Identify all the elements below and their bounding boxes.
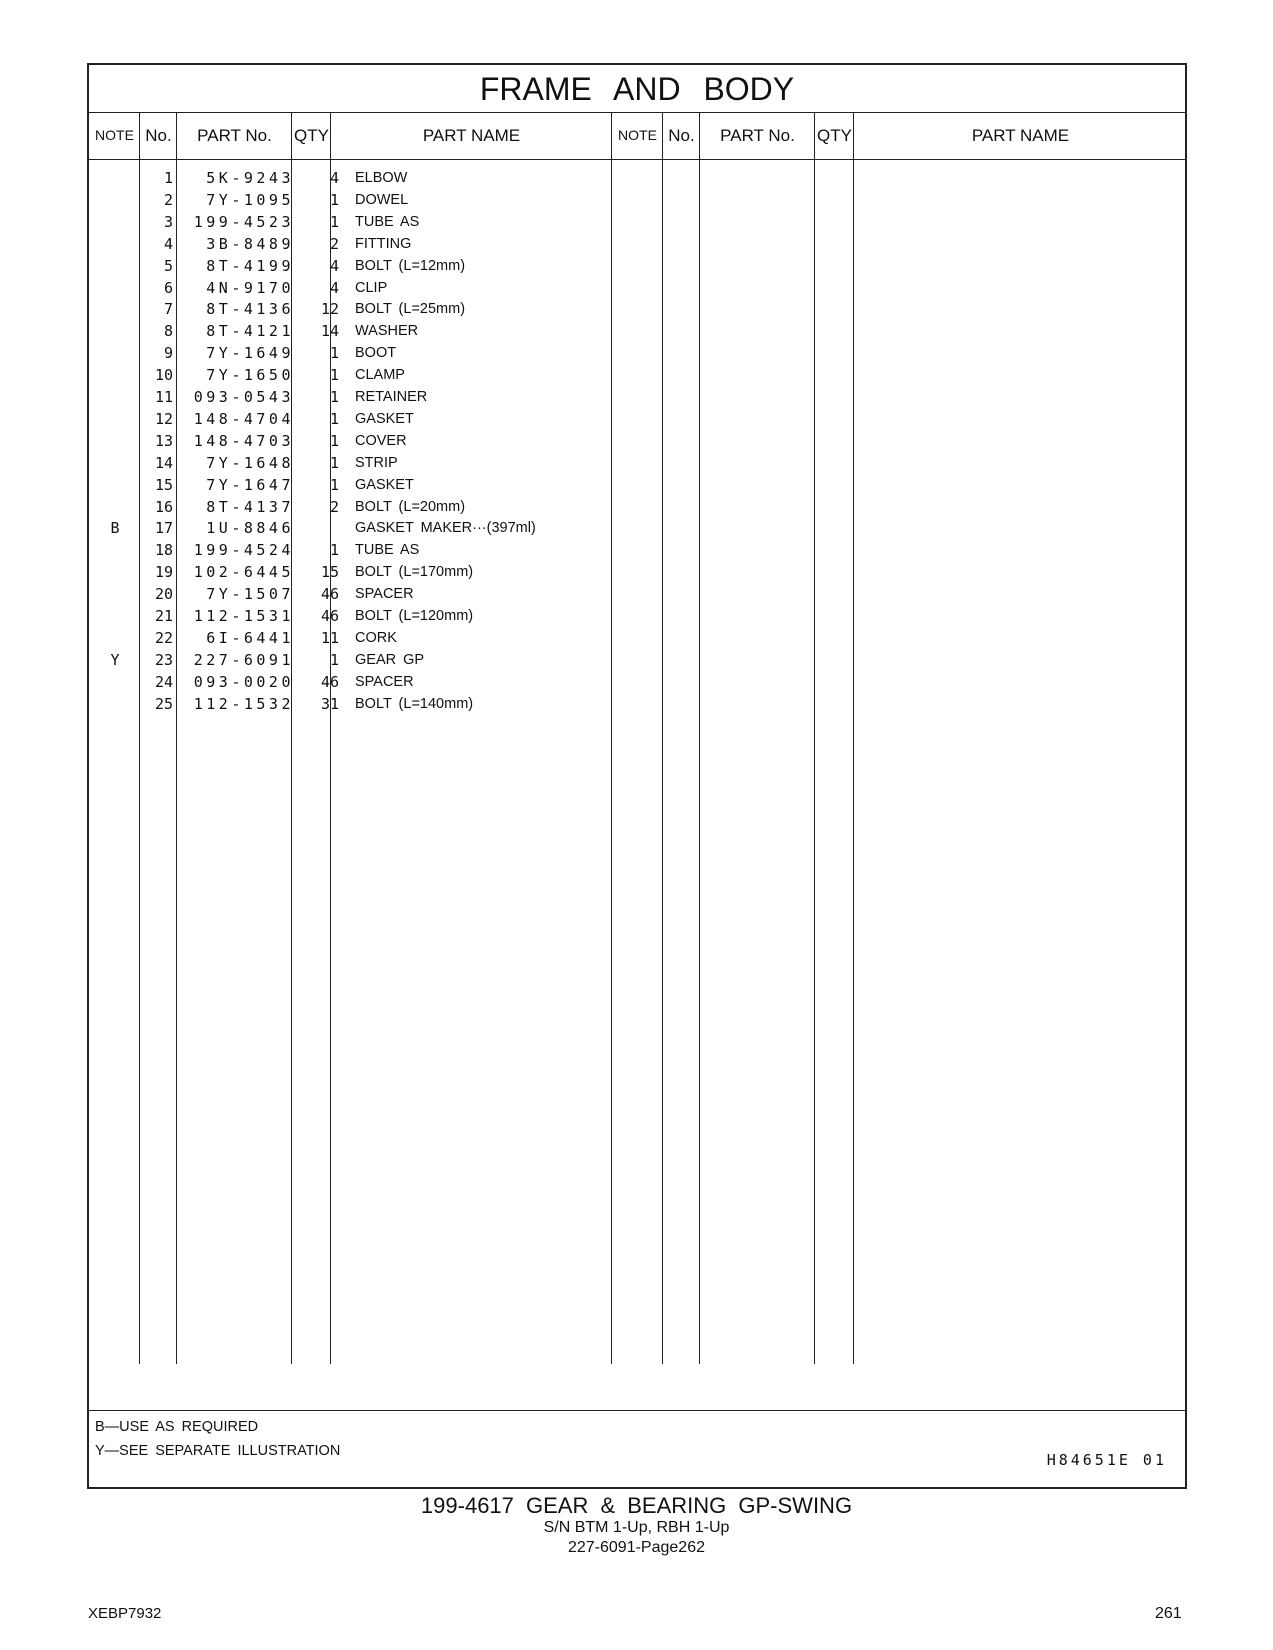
table-row (89, 539, 629, 562)
page-reference: 227-6091-Page262 (567, 1539, 705, 1556)
row-part-name: SPACER (355, 673, 414, 690)
row-part-number: 112-1532 (193, 694, 294, 713)
row-number: 21 (154, 607, 173, 625)
table-row (89, 298, 629, 321)
table-row (89, 474, 629, 497)
row-part-name: GASKET (355, 476, 414, 493)
row-number: 12 (154, 409, 173, 428)
row-quantity: 1 (329, 344, 339, 363)
row-quantity: 1 (329, 475, 339, 494)
table-row (89, 342, 629, 365)
row-number: 10 (154, 366, 173, 385)
row-number: 3 (163, 212, 173, 231)
serial-range: S/N BTM 1-Up, RBH 1-Up (543, 1519, 730, 1536)
table-row (89, 364, 629, 387)
row-part-name: WASHER (355, 323, 419, 340)
row-number: 6 (163, 278, 173, 297)
row-part-number: 148-4704 (193, 409, 294, 428)
row-part-number: 8T-4199 (206, 256, 294, 275)
row-quantity: 15 (320, 563, 339, 582)
row-part-name: CORK (355, 629, 397, 646)
row-quantity: 31 (320, 694, 339, 713)
table-row (89, 517, 629, 540)
row-quantity: 4 (329, 169, 339, 187)
row-quantity: 1 (329, 366, 339, 385)
row-part-number: 093-0020 (193, 672, 294, 691)
row-number: 11 (154, 388, 173, 406)
row-part-number: 7Y-1650 (206, 366, 294, 385)
row-quantity: 46 (320, 672, 339, 691)
table-row (89, 561, 629, 584)
row-part-name: STRIP (355, 454, 398, 471)
row-quantity: 46 (320, 585, 339, 604)
row-part-number: 093-0543 (193, 388, 294, 406)
table-row (89, 627, 629, 650)
table-row (89, 408, 629, 431)
row-part-number: 199-4523 (193, 212, 294, 231)
row-part-name: CLIP (355, 279, 388, 296)
header-part-name-right: PART NAME (971, 126, 1070, 145)
row-part-name: BOLT (L=25mm) (355, 301, 466, 318)
table-row (89, 605, 629, 628)
row-number: 5 (163, 256, 173, 275)
row-part-name: COVER (355, 432, 407, 449)
table-row (89, 255, 629, 278)
row-part-number: 4N-9170 (206, 278, 294, 297)
col-divider (815, 112, 854, 1364)
row-number: 16 (154, 497, 173, 516)
row-part-name: GEAR GP (355, 651, 425, 668)
row-quantity: 1 (329, 409, 339, 428)
row-note: B (110, 519, 120, 538)
row-part-number: 227-6091 (193, 650, 294, 669)
row-number: 13 (154, 431, 173, 450)
row-part-name: CLAMP (355, 367, 405, 384)
page-number: 261 (1155, 1605, 1182, 1622)
row-number: 22 (154, 628, 173, 647)
row-part-name: BOLT (L=140mm) (355, 695, 474, 712)
table-row (89, 320, 629, 343)
row-part-number: 8T-4121 (206, 322, 294, 341)
row-part-number: 7Y-1648 (206, 453, 294, 472)
row-part-name: FITTING (355, 235, 412, 252)
table-row (89, 189, 629, 212)
table-row (89, 167, 629, 190)
row-number: 15 (154, 475, 173, 494)
col-divider (663, 112, 700, 1364)
row-quantity: 4 (329, 256, 339, 275)
header-part-no: PART No. (197, 126, 272, 145)
row-quantity: 1 (329, 388, 339, 406)
table-row (89, 693, 629, 716)
row-number: 8 (163, 322, 173, 341)
row-number: 7 (163, 300, 173, 319)
header-part-name: PART NAME (422, 126, 521, 145)
row-quantity: 4 (329, 278, 339, 297)
header-no: No. (145, 126, 172, 145)
row-part-name: TUBE AS (355, 542, 420, 559)
table-row (89, 430, 629, 453)
row-number: 20 (154, 585, 173, 604)
row-part-name: BOLT (L=20mm) (355, 498, 466, 515)
table-row (89, 649, 629, 672)
row-part-number: 7Y-1095 (206, 190, 294, 209)
row-part-number: 1U-8846 (206, 519, 294, 538)
row-part-number: 199-4524 (193, 541, 294, 560)
drawing-code: H84651E 01 (1046, 1451, 1167, 1469)
row-quantity: 14 (320, 322, 339, 341)
table-title: FRAME AND BODY (89, 65, 1185, 113)
row-part-number: 3B-8489 (206, 234, 294, 253)
table-row (89, 277, 629, 300)
row-quantity: 2 (329, 234, 339, 253)
row-part-name: GASKET (355, 410, 414, 427)
row-part-name: TUBE AS (355, 213, 420, 230)
row-quantity: 2 (329, 497, 339, 516)
row-number: 23 (154, 650, 173, 669)
row-number: 19 (154, 563, 173, 582)
row-part-number: 8T-4137 (206, 497, 294, 516)
row-quantity: 11 (320, 628, 339, 647)
row-quantity: 46 (320, 607, 339, 625)
row-number: 14 (154, 453, 173, 472)
row-part-number: 7Y-1507 (206, 585, 294, 604)
group-title: 199-4617 GEAR & BEARING GP-SWING (420, 1493, 853, 1518)
row-quantity: 1 (329, 650, 339, 669)
table-row (89, 583, 629, 606)
row-quantity: 1 (329, 190, 339, 209)
row-number: 4 (163, 234, 173, 253)
row-number: 2 (163, 190, 173, 209)
row-number: 25 (154, 694, 173, 713)
table-row (89, 671, 629, 694)
row-quantity: 1 (329, 431, 339, 450)
parts-table-frame (87, 63, 1187, 1489)
header-note: NOTE (95, 127, 134, 143)
table-row (89, 452, 629, 475)
row-part-name: RETAINER (355, 389, 428, 405)
header-part-no-right: PART No. (720, 126, 795, 145)
row-quantity: 1 (329, 541, 339, 560)
row-part-name: BOOT (355, 345, 397, 362)
row-number: 18 (154, 541, 173, 560)
row-quantity: 12 (320, 300, 339, 319)
header-qty: QTY (294, 126, 329, 145)
row-number: 1 (163, 169, 173, 187)
row-quantity: 1 (329, 212, 339, 231)
row-part-number: 5K-9243 (206, 169, 294, 187)
row-part-name: SPACER (355, 586, 414, 603)
col-divider (700, 112, 815, 1364)
row-number: 24 (154, 672, 173, 691)
row-part-number: 7Y-1649 (206, 344, 294, 363)
table-row (89, 211, 629, 234)
table-row (89, 386, 629, 409)
document-id: XEBP7932 (88, 1605, 162, 1622)
table-row (89, 496, 629, 519)
row-part-name: ELBOW (355, 170, 408, 186)
row-part-number: 112-1531 (193, 607, 294, 625)
legend-y: Y―SEE SEPARATE ILLUSTRATION (95, 1443, 341, 1459)
row-note: Y (110, 650, 120, 669)
row-part-number: 7Y-1647 (206, 475, 294, 494)
row-part-name: BOLT (L=120mm) (355, 608, 474, 624)
row-part-number: 6I-6441 (206, 628, 294, 647)
footer-legend-area (89, 1410, 1185, 1411)
row-number: 9 (163, 344, 173, 363)
header-qty-right: QTY (817, 126, 852, 145)
row-part-number: 102-6445 (193, 563, 294, 582)
row-part-name: DOWEL (355, 191, 409, 208)
row-part-name: BOLT (L=12mm) (355, 257, 466, 274)
header-note-right: NOTE (618, 127, 657, 143)
row-part-number: 148-4703 (193, 431, 294, 450)
row-quantity: 1 (329, 453, 339, 472)
row-part-number: 8T-4136 (206, 300, 294, 319)
row-number: 17 (154, 519, 173, 538)
table-row (89, 233, 629, 256)
legend-b: B―USE AS REQUIRED (95, 1419, 259, 1435)
row-part-name: BOLT (L=170mm) (355, 564, 474, 581)
row-part-name: GASKET MAKER···(397ml) (355, 520, 536, 537)
header-no-right: No. (668, 126, 695, 145)
